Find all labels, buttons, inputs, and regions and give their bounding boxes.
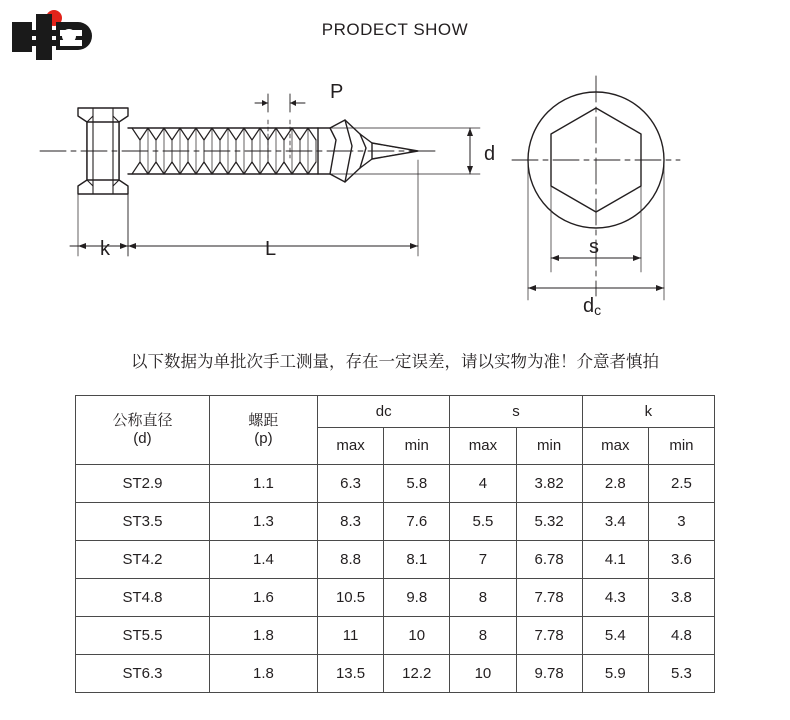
- table-row: [76, 541, 715, 579]
- cell-pitch: 1.6: [209, 579, 317, 617]
- cell-k-max: 5.4: [582, 617, 648, 655]
- col-header-s: s: [450, 396, 582, 428]
- col-header-nominal-diameter-line2: (d): [133, 430, 152, 447]
- col-header-s-min: min: [516, 428, 582, 465]
- cell-dc-max: 8.3: [317, 503, 383, 541]
- table-body: [76, 465, 715, 693]
- page-title: PRODECT SHOW: [321, 20, 469, 39]
- cell-dc-min: 12.2: [384, 655, 450, 693]
- col-header-pitch-line2: (p): [254, 430, 273, 447]
- cell-nominal-diameter: ST2.9: [76, 465, 210, 503]
- col-header-nominal-diameter-line1: 公称直径: [112, 412, 173, 429]
- cell-k-max: 4.3: [582, 579, 648, 617]
- col-header-k-max: max: [582, 428, 648, 465]
- cell-s-min: 7.78: [516, 579, 582, 617]
- dim-label-head-diameter: dc: [583, 295, 602, 318]
- cell-nominal-diameter: ST4.8: [76, 579, 210, 617]
- cell-k-min: 3: [648, 503, 714, 541]
- cell-pitch: 1.8: [209, 655, 317, 693]
- cell-s-max: 4: [450, 465, 516, 503]
- cell-dc-min: 10: [384, 617, 450, 655]
- cell-k-min: 4.8: [648, 617, 714, 655]
- cell-s-min: 7.78: [516, 617, 582, 655]
- cell-pitch: 1.1: [209, 465, 317, 503]
- cell-dc-min: 9.8: [384, 579, 450, 617]
- col-header-dc: dc: [317, 396, 449, 428]
- table-row: [76, 617, 715, 655]
- cell-k-max: 3.4: [582, 503, 648, 541]
- cell-dc-max: 13.5: [317, 655, 383, 693]
- cell-dc-min: 8.1: [384, 541, 450, 579]
- col-header-nominal-diameter: [76, 396, 210, 465]
- table-header: [76, 396, 715, 465]
- cell-s-max: 5.5: [450, 503, 516, 541]
- cell-nominal-diameter: ST6.3: [76, 655, 210, 693]
- col-header-dc-max: max: [317, 428, 383, 465]
- cell-s-min: 6.78: [516, 541, 582, 579]
- cell-pitch: 1.4: [209, 541, 317, 579]
- dim-label-pitch: P: [330, 81, 344, 103]
- technical-drawing: [0, 60, 790, 320]
- cell-k-min: 5.3: [648, 655, 714, 693]
- cell-dc-min: 5.8: [384, 465, 450, 503]
- cell-dc-max: 6.3: [317, 465, 383, 503]
- cell-s-min: 3.82: [516, 465, 582, 503]
- cell-dc-min: 7.6: [384, 503, 450, 541]
- cell-s-min: 5.32: [516, 503, 582, 541]
- cell-k-min: 3.6: [648, 541, 714, 579]
- table-header-row-1: [76, 396, 715, 428]
- cell-nominal-diameter: ST4.2: [76, 541, 210, 579]
- spec-table: [75, 395, 715, 693]
- cell-dc-max: 8.8: [317, 541, 383, 579]
- cell-k-min: 3.8: [648, 579, 714, 617]
- col-header-pitch: [209, 396, 317, 465]
- col-header-pitch-line1: 螺距: [248, 412, 279, 429]
- table-row: [76, 503, 715, 541]
- col-header-k: k: [582, 396, 714, 428]
- cell-k-max: 5.9: [582, 655, 648, 693]
- measurement-note: 以下数据为单批次手工测量，存在一定误差，请以实物为准！介意者慎拍: [131, 353, 659, 371]
- cell-s-min: 9.78: [516, 655, 582, 693]
- table-row: [76, 579, 715, 617]
- cell-nominal-diameter: ST5.5: [76, 617, 210, 655]
- cell-dc-max: 10.5: [317, 579, 383, 617]
- cell-s-max: 8: [450, 617, 516, 655]
- dim-label-across-flats: s: [589, 236, 599, 258]
- col-header-s-max: max: [450, 428, 516, 465]
- cell-k-min: 2.5: [648, 465, 714, 503]
- dim-label-diameter: d: [484, 143, 496, 165]
- cell-k-max: 2.8: [582, 465, 648, 503]
- cell-nominal-diameter: ST3.5: [76, 503, 210, 541]
- cell-dc-max: 11: [317, 617, 383, 655]
- table-row: [76, 655, 715, 693]
- spec-table-wrap: [75, 395, 715, 693]
- cell-pitch: 1.8: [209, 617, 317, 655]
- cell-s-max: 7: [450, 541, 516, 579]
- col-header-dc-min: min: [384, 428, 450, 465]
- cell-s-max: 10: [450, 655, 516, 693]
- dim-label-head-height: k: [100, 238, 110, 260]
- col-header-k-min: min: [648, 428, 714, 465]
- cell-pitch: 1.3: [209, 503, 317, 541]
- cell-s-max: 8: [450, 579, 516, 617]
- dim-label-length: L: [265, 238, 277, 260]
- cell-k-max: 4.1: [582, 541, 648, 579]
- table-row: [76, 465, 715, 503]
